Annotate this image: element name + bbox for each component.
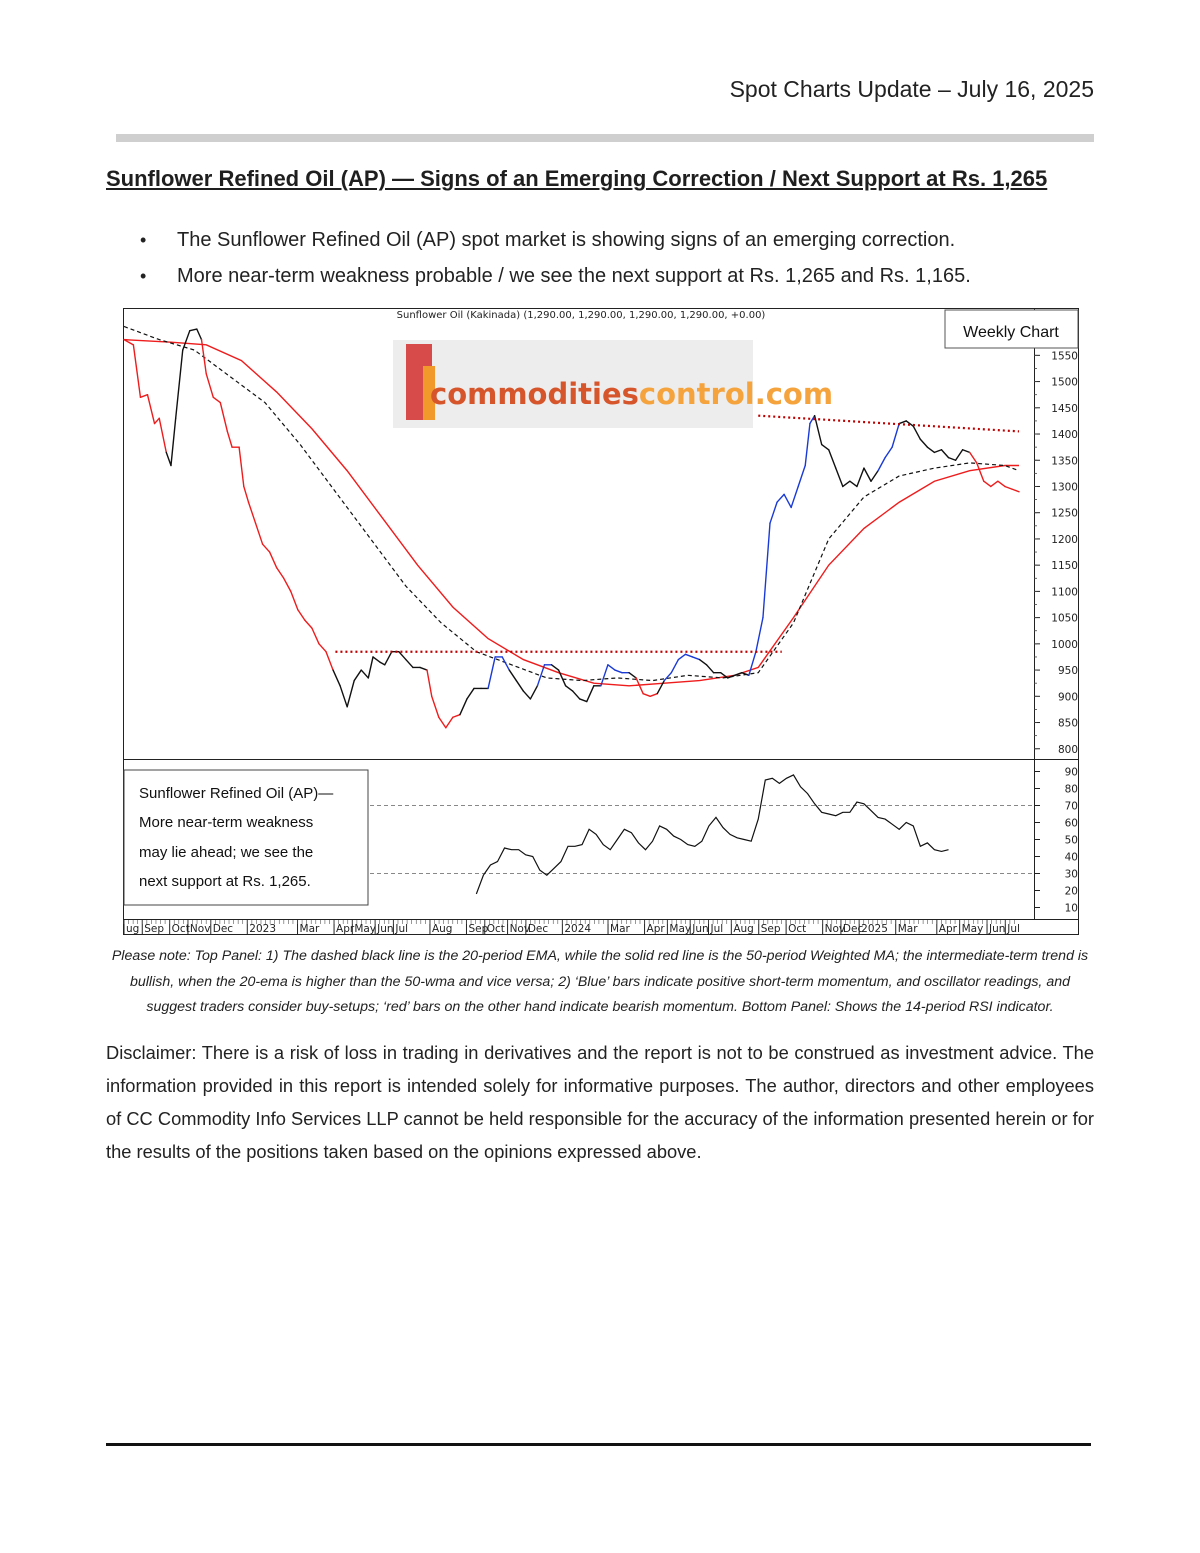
x-tick-label: Jun — [692, 923, 709, 935]
rsi-tick-label: 20 — [1064, 885, 1078, 898]
chart-caption: Sunflower Oil (Kakinada) (1,290.00, 1,290.00, 1,290.00, 1,290.00, +0.00) — [396, 310, 766, 321]
logo-wordmark: commoditiescontrol.com — [430, 377, 834, 411]
price-tick-label: 1500 — [1051, 376, 1078, 389]
price-tick-label: 1050 — [1051, 612, 1078, 625]
x-tick-label: Nov — [509, 923, 531, 935]
price-tick-label: 1150 — [1051, 560, 1078, 573]
x-tick-label: Jun — [989, 923, 1006, 935]
x-tick-label: Apr — [646, 923, 665, 935]
chart-footnote: Please note: Top Panel: 1) The dashed black line is the 20-period EMA, while the solid red line is the 50-period Weighted MA; the intermediate-term trend is bullish, when the 20-ema is higher than the 50-wma and vice versa; 2) ‘Blue’ bars indicate positive short-term momentum, and oscillator readings, and suggest traders consider buy-setups; ‘red’ bars on the other hand indicate bearish momentum. Bottom Panel: Shows the 14-period RSI indicator. — [111, 948, 1089, 1015]
x-tick-label: Sep — [760, 923, 781, 935]
annotation-line: More near-term weakness — [139, 814, 314, 831]
rsi-tick-label: 40 — [1064, 851, 1078, 864]
disclaimer: Disclaimer: There is a risk of loss in trading in derivatives and the report is not to be construed as investment advice. The information provided in this report is intended solely for informative purposes. The author, directors and other employees of CC Commodity Info Services LLP cannot be held responsible for the accuracy of the information presented herein or for the results of the positions taken based on the opinions expressed above. — [106, 1042, 1094, 1162]
bullet-list — [140, 222, 1100, 294]
rsi-tick-label: 80 — [1064, 783, 1078, 796]
rsi-tick-label: 10 — [1064, 902, 1078, 915]
x-tick-label: Apr — [336, 923, 355, 935]
weekly-chart — [123, 308, 1081, 936]
x-tick-label: Jul — [710, 923, 724, 935]
report-title: Spot Charts Update – July 16, 2025 — [729, 76, 1094, 102]
footer-rule — [106, 1443, 1091, 1446]
rsi-tick-label: 30 — [1064, 868, 1078, 881]
x-tick-label: 2023 — [249, 923, 277, 935]
price-tick-label: 1250 — [1051, 507, 1078, 520]
x-tick-label: Apr — [938, 923, 957, 935]
rsi-annotation-box — [124, 770, 368, 905]
rsi-tick-label: 70 — [1064, 800, 1078, 813]
price-tick-label: 1350 — [1051, 455, 1078, 468]
x-tick-label: 2024 — [564, 923, 592, 935]
x-tick-label: Mar — [610, 923, 630, 935]
x-tick-label: Dec — [527, 923, 549, 935]
section-title: Sunflower Refined Oil (AP) — Signs of an Emerging Correction / Next Support at Rs. 1,265 — [106, 166, 1048, 191]
x-tick-label: Jul — [395, 923, 409, 935]
x-tick-label: ug — [126, 923, 140, 935]
x-tick-label: May — [354, 923, 377, 935]
x-tick-label: Aug — [733, 923, 754, 935]
annotation-line: next support at Rs. 1,265. — [139, 873, 311, 890]
price-tick-label: 1100 — [1051, 586, 1078, 599]
x-tick-label: Oct — [486, 923, 505, 935]
x-tick-label: Dec — [842, 923, 864, 935]
x-tick-label: Mar — [299, 923, 320, 935]
x-tick-label: May — [669, 923, 692, 935]
header-divider — [116, 134, 1094, 142]
chart-svg — [123, 308, 1081, 936]
annotation-line: may lie ahead; we see the — [139, 844, 314, 861]
price-tick-label: 1450 — [1051, 402, 1078, 415]
weekly-chart-text: Weekly Chart — [963, 324, 1059, 341]
price-tick-label: 1550 — [1051, 350, 1078, 363]
price-tick-label: 950 — [1057, 665, 1078, 678]
bullet-item: • The Sunflower Refined Oil (AP) spot market is showing signs of an emerging correction. — [140, 222, 1100, 258]
x-tick-label: Mar — [897, 923, 918, 935]
x-tick-label: Nov — [824, 923, 846, 935]
price-tick-label: 1000 — [1051, 638, 1078, 651]
x-tick-label: Jul — [1007, 923, 1020, 935]
bullet-item: • More near-term weakness probable / we see the next support at Rs. 1,265 and Rs. 1,165. — [140, 258, 1100, 294]
x-tick-label: Oct — [171, 923, 190, 935]
x-tick-label: Sep — [144, 923, 165, 935]
price-tick-label: 800 — [1057, 743, 1078, 756]
x-tick-label: May — [961, 923, 984, 935]
rsi-tick-label: 90 — [1064, 766, 1078, 779]
weekly-chart-label — [945, 310, 1078, 348]
rsi-tick-label: 60 — [1064, 817, 1078, 830]
x-tick-label: 2025 — [861, 923, 888, 935]
price-tick-label: 1200 — [1051, 533, 1078, 546]
rsi-tick-label: 50 — [1064, 834, 1078, 847]
price-tick-label: 1400 — [1051, 429, 1078, 442]
x-tick-label: Oct — [788, 923, 807, 935]
annotation-line: Sunflower Refined Oil (AP)— — [139, 785, 334, 802]
price-tick-label: 1300 — [1051, 481, 1078, 494]
x-tick-label: Nov — [189, 923, 211, 935]
x-tick-label: Dec — [212, 923, 234, 935]
x-tick-label: Sep — [468, 923, 489, 935]
x-tick-label: Aug — [431, 923, 453, 935]
price-tick-label: 900 — [1057, 691, 1078, 704]
x-tick-label: Jun — [377, 923, 394, 935]
price-tick-label: 850 — [1057, 717, 1078, 730]
